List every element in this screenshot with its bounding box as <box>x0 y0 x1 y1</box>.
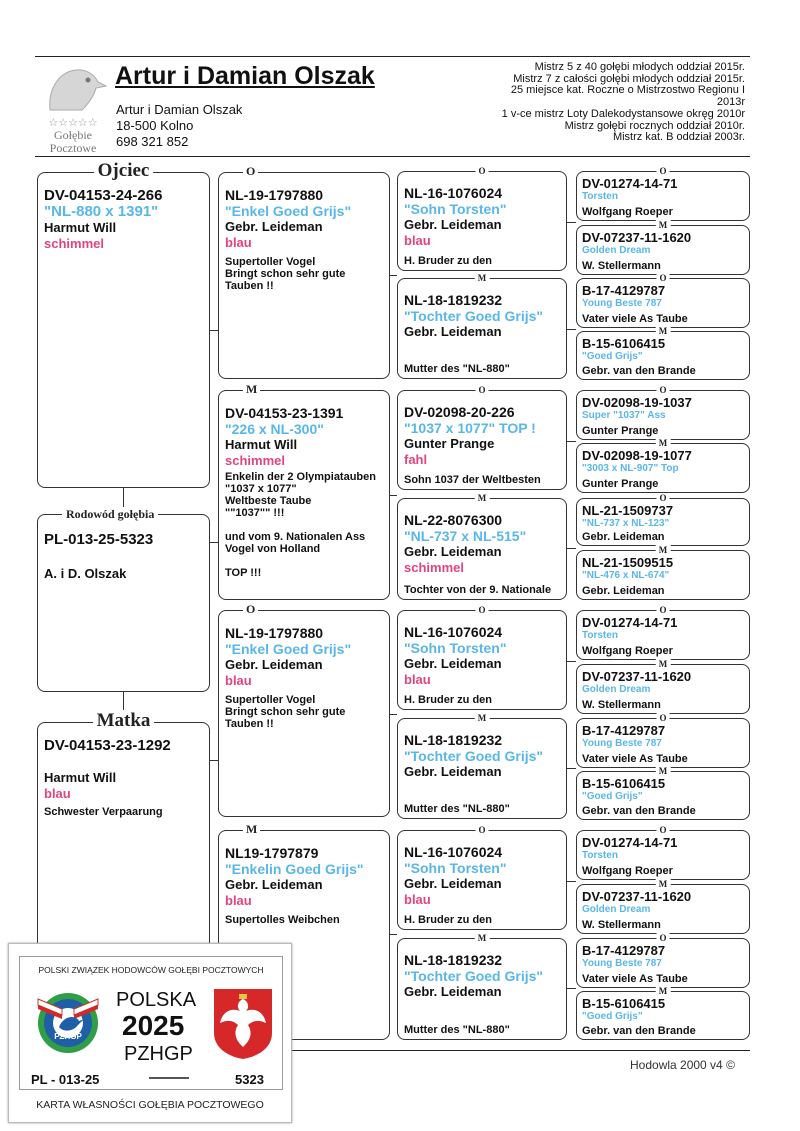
gen4-ring: DV-01274-14-71 <box>582 176 678 191</box>
pzhgp-emblem-icon <box>32 985 104 1057</box>
gen4-label: O <box>656 825 669 835</box>
gen4-box <box>576 825 750 880</box>
gen4-label: M <box>656 879 671 889</box>
gen4-owner: Wolfgang Roeper <box>582 206 673 218</box>
gen2-breeder: Gebr. Leideman <box>225 657 323 672</box>
connector <box>567 329 576 330</box>
gen3-note: H. Bruder zu den <box>404 694 493 706</box>
gen4-owner: Gebr. Leideman <box>582 531 665 543</box>
gen2-notes <box>225 694 383 730</box>
father-ring: DV-04153-24-266 <box>44 187 163 204</box>
father-label: Ojciec <box>94 160 154 182</box>
gen2-name: "Enkel Goed Grijs" <box>225 203 352 219</box>
connector <box>390 275 397 276</box>
gen4-box <box>576 438 750 493</box>
gen4-label: M <box>656 986 671 996</box>
father-box <box>37 160 210 488</box>
father-breeder: Harmut Will <box>44 220 117 235</box>
gen4-ring: DV-02098-19-1037 <box>582 395 692 410</box>
achievement: 1 v-ce mistrz Loty Dalekodystansowe okręg 2010r <box>501 107 745 120</box>
mother-ring: DV-04153-23-1292 <box>44 737 171 754</box>
gen4-label: M <box>656 326 671 336</box>
gen3-name: "Sohn Torsten" <box>404 201 507 217</box>
achievement: Mistrz 5 z 40 gołębi młodych oddział 2015r. <box>534 61 745 73</box>
note-line: Vogel von Holland <box>225 543 321 555</box>
note-line: Supertolles Weibchen <box>225 914 340 926</box>
gen4-box <box>576 273 750 328</box>
gen2-label: M <box>243 382 260 397</box>
gen4-label: O <box>656 166 669 176</box>
contact-phone: 698 321 852 <box>116 134 189 149</box>
gen4-label: O <box>656 713 669 723</box>
gen4-owner: Gebr. van den Brande <box>582 365 696 377</box>
gen4-ring: B-15-6106415 <box>582 336 666 351</box>
gen4-name: Young Beste 787 <box>582 738 662 749</box>
gen3-breeder: Gunter Prange <box>404 436 495 451</box>
gen4-owner: Wolfgang Roeper <box>582 645 673 657</box>
gen4-ring: DV-07237-11-1620 <box>582 669 692 684</box>
gen4-ring: DV-07237-11-1620 <box>582 230 692 245</box>
gen3-color: blau <box>404 892 431 907</box>
gen4-label: M <box>656 438 671 448</box>
connector <box>390 934 397 935</box>
gen4-box <box>576 879 750 934</box>
connector <box>210 760 218 761</box>
gen3-note: H. Bruder zu den <box>404 914 493 926</box>
gen4-ring: B-17-4129787 <box>582 943 666 958</box>
gen4-label: O <box>656 933 669 943</box>
gen4-label: O <box>656 385 669 395</box>
gen4-ring: B-15-6106415 <box>582 776 666 791</box>
gen4-box <box>576 766 750 820</box>
mother-box <box>37 710 210 962</box>
gen3-ring: NL-16-1076024 <box>404 624 503 640</box>
connector <box>567 881 576 882</box>
contact-address: 18-500 Kolno <box>116 118 194 133</box>
gen4-name: "Goed Grijs" <box>582 1011 643 1022</box>
card-country: POLSKA <box>116 989 197 1011</box>
gen3-box <box>397 273 567 379</box>
logo-text-1: Gołębie <box>54 128 92 142</box>
gen4-box <box>576 166 750 221</box>
gen2-label: O <box>243 164 258 179</box>
gen2-ring: NL19-1797879 <box>225 845 319 861</box>
gen4-box <box>576 713 750 768</box>
gen2-name: "Enkel Goed Grijs" <box>225 641 352 657</box>
note-line: "1037 x 1077" <box>225 483 297 495</box>
page-title: Artur i Damian Olszak <box>115 62 375 90</box>
gen3-ring: NL-22-8076300 <box>404 512 503 528</box>
logo-text-2: Pocztowe <box>49 141 97 155</box>
gen2-label: M <box>243 822 260 837</box>
connector <box>567 222 576 223</box>
gen2-notes <box>225 256 383 292</box>
card-org: PZHGP <box>124 1043 193 1065</box>
gen3-label: M <box>475 933 490 943</box>
connector <box>567 661 576 662</box>
gen3-ring: DV-02098-20-226 <box>404 404 515 420</box>
gen4-name: Super "1037" Ass <box>582 410 666 421</box>
gen4-label: O <box>656 493 669 503</box>
gen4-ring: DV-02098-19-1077 <box>582 448 692 463</box>
gen2-ring: DV-04153-23-1391 <box>225 405 344 421</box>
gen4-owner: Vater viele As Taube <box>582 753 688 765</box>
mother-breeder: Harmut Will <box>44 770 117 785</box>
gen4-box <box>576 986 750 1040</box>
mother-color: blau <box>44 786 71 801</box>
gen3-breeder: Gebr. Leideman <box>404 324 502 339</box>
gen2-label: O <box>243 602 258 617</box>
gen4-box <box>576 545 750 600</box>
gen3-note: H. Bruder zu den <box>404 255 493 267</box>
gen3-box <box>397 713 567 819</box>
gen3-breeder: Gebr. Leideman <box>404 544 502 559</box>
connector <box>210 330 218 331</box>
gen4-owner: W. Stellermann <box>582 919 661 931</box>
gen3-ring: NL-18-1819232 <box>404 292 503 308</box>
gen4-owner: W. Stellermann <box>582 699 661 711</box>
gen3-box <box>397 825 567 930</box>
gen3-ring: NL-18-1819232 <box>404 952 503 968</box>
polish-eagle-icon <box>212 987 274 1061</box>
connector <box>567 548 576 549</box>
gen4-owner: Gunter Prange <box>582 425 659 437</box>
gen4-box <box>576 605 750 660</box>
gen2-ring: NL-19-1797880 <box>225 187 324 203</box>
gen3-breeder: Gebr. Leideman <box>404 876 502 891</box>
pigeon-logo <box>38 60 108 155</box>
gen2-breeder: Gebr. Leideman <box>225 219 323 234</box>
gen3-label: O <box>475 605 488 615</box>
pigeon-owner: A. i D. Olszak <box>44 566 127 581</box>
gen2-name: "226 x NL-300" <box>225 421 324 437</box>
gen4-box <box>576 220 750 275</box>
gen3-color: blau <box>404 672 431 687</box>
gen4-owner: W. Stellermann <box>582 260 661 272</box>
gen3-note: Sohn 1037 der Weltbesten <box>404 474 541 486</box>
gen4-name: "NL-737 x NL-123" <box>582 518 670 529</box>
achievements-list <box>455 62 745 144</box>
pigeon-label: Rodowód gołębia <box>62 507 158 522</box>
gen4-name: "Goed Grijs" <box>582 791 643 802</box>
gen4-label: M <box>656 545 671 555</box>
gen2-box <box>218 602 390 817</box>
gen3-note: Mutter des "NL-880" <box>404 803 510 815</box>
note-line: Bringt schon sehr gute <box>225 268 346 280</box>
gen3-name: "1037 x 1077" TOP ! <box>404 420 536 436</box>
software-credit: Hodowla 2000 v4 © <box>630 1058 735 1072</box>
gen3-label: M <box>475 713 490 723</box>
mother-label: Matka <box>93 710 155 732</box>
father-name: "NL-880 x 1391" <box>44 203 159 220</box>
pigeon-head-icon <box>38 60 108 115</box>
pigeon-box <box>37 507 210 692</box>
note-line: Tauben !! <box>225 718 274 730</box>
gen3-label: M <box>475 493 490 503</box>
note-line: und vom 9. Nationalen Ass <box>225 531 366 543</box>
gen3-breeder: Gebr. Leideman <box>404 656 502 671</box>
gen4-box <box>576 385 750 440</box>
gen3-note: Tochter von der 9. Nationale <box>404 584 552 596</box>
achievement: 2013r <box>716 96 745 109</box>
card-caption: KARTA WŁASNOŚCI GOŁĘBIA POCZTOWEGO <box>36 1099 264 1111</box>
gen3-note: Mutter des "NL-880" <box>404 1024 510 1036</box>
gen4-box <box>576 326 750 380</box>
gen4-ring: DV-01274-14-71 <box>582 615 678 630</box>
gen2-color: schimmel <box>225 453 285 468</box>
gen4-owner: Gebr. van den Brande <box>582 1025 696 1037</box>
gen2-name: "Enkelin Goed Grijs" <box>225 861 364 877</box>
gen4-ring: B-17-4129787 <box>582 283 666 298</box>
achievement: Mistrz gołębi rocznych oddział 2010r. <box>564 119 745 132</box>
gen4-ring: NL-21-1509515 <box>582 555 674 570</box>
breeder-contact <box>116 102 242 150</box>
gen2-notes <box>225 471 383 579</box>
gen4-owner: Wolfgang Roeper <box>582 865 673 877</box>
gen3-ring: NL-16-1076024 <box>404 185 503 201</box>
note-line <box>225 519 383 531</box>
note-line: Enkelin der 2 Olympiatauben <box>225 471 376 483</box>
gen3-breeder: Gebr. Leideman <box>404 984 502 999</box>
note-line: Tauben !! <box>225 280 274 292</box>
gen3-name: "Tochter Goed Grijs" <box>404 968 544 984</box>
gen2-color: blau <box>225 673 252 688</box>
gen4-ring: B-17-4129787 <box>582 723 666 738</box>
gen4-owner: Vater viele As Taube <box>582 313 688 325</box>
card-ring-number: 5323 <box>235 1072 264 1087</box>
logo-stars: ☆☆☆☆☆ <box>48 117 98 129</box>
gen4-label: O <box>656 273 669 283</box>
gen4-box <box>576 493 750 546</box>
note-line: Bringt schon sehr gute <box>225 706 346 718</box>
note-line: TOP !!! <box>225 567 262 579</box>
connector <box>567 441 576 442</box>
gen3-box <box>397 166 567 271</box>
connector <box>567 988 576 989</box>
father-color: schimmel <box>44 236 104 251</box>
gen3-box <box>397 385 567 490</box>
gen2-box <box>218 382 390 600</box>
card-frame <box>19 956 283 1090</box>
achievement: Mistrz 7 z całości gołębi młodych oddział 2015r. <box>513 72 745 85</box>
gen4-name: "3003 x NL-907" Top <box>582 463 679 474</box>
gen4-owner: Vater viele As Taube <box>582 973 688 985</box>
card-association: POLSKI ZWIĄZEK HODOWCÓW GOŁĘBI POCZTOWYCH <box>38 965 264 975</box>
gen4-name: Torsten <box>582 191 618 202</box>
gen4-label: M <box>656 766 671 776</box>
connector <box>390 714 397 715</box>
gen3-ring: NL-18-1819232 <box>404 732 503 748</box>
gen3-label: O <box>475 385 488 395</box>
gen4-label: O <box>656 605 669 615</box>
achievement: Mistrz kat. B oddział 2003r. <box>612 131 745 144</box>
gen2-box <box>218 164 390 379</box>
gen2-color: blau <box>225 235 252 250</box>
gen4-name: Torsten <box>582 850 618 861</box>
card-badge: PZHGP <box>54 1032 82 1041</box>
gen3-color: schimmel <box>404 560 464 575</box>
gen4-box <box>576 659 750 714</box>
gen3-box <box>397 933 567 1040</box>
connector <box>567 768 576 769</box>
gen3-note: Mutter des "NL-880" <box>404 363 510 375</box>
contact-name: Artur i Damian Olszak <box>116 102 243 117</box>
gen2-color: blau <box>225 893 252 908</box>
card-ring-line <box>149 1077 189 1079</box>
gen3-breeder: Gebr. Leideman <box>404 217 502 232</box>
gen4-ring: NL-21-1509737 <box>582 503 674 518</box>
gen3-name: "Tochter Goed Grijs" <box>404 308 544 324</box>
gen2-notes <box>225 914 383 926</box>
card-ring-prefix: PL - 013-25 <box>31 1072 100 1087</box>
gen4-owner: Gebr. van den Brande <box>582 805 696 817</box>
gen4-name: Golden Dream <box>582 684 651 695</box>
gen4-name: Torsten <box>582 630 618 641</box>
gen4-box <box>576 933 750 988</box>
gen3-name: "Sohn Torsten" <box>404 860 507 876</box>
gen4-ring: DV-07237-11-1620 <box>582 889 692 904</box>
note-line <box>225 555 383 567</box>
connector <box>210 542 218 543</box>
gen4-label: M <box>656 220 671 230</box>
achievement: 25 miejsce kat. Roczne o Mistrzostwo Regionu I <box>510 84 745 97</box>
gen3-name: "NL-737 x NL-515" <box>404 528 527 544</box>
gen3-name: "Tochter Goed Grijs" <box>404 748 544 764</box>
gen3-color: blau <box>404 233 431 248</box>
gen4-owner: Gunter Prange <box>582 478 659 490</box>
gen4-name: Young Beste 787 <box>582 298 662 309</box>
header-bottom-rule <box>35 156 750 157</box>
gen4-name: Golden Dream <box>582 245 651 256</box>
gen3-box <box>397 605 567 710</box>
gen2-ring: NL-19-1797880 <box>225 625 324 641</box>
top-rule <box>35 56 750 57</box>
gen4-label: M <box>656 659 671 669</box>
note-line: Weltbeste Taube <box>225 495 312 507</box>
gen3-ring: NL-16-1076024 <box>404 844 503 860</box>
gen3-name: "Sohn Torsten" <box>404 640 507 656</box>
connector <box>390 495 397 496</box>
gen2-breeder: Gebr. Leideman <box>225 877 323 892</box>
gen4-name: "NL-476 x NL-674" <box>582 570 670 581</box>
gen4-name: Golden Dream <box>582 904 651 915</box>
gen4-owner: Gebr. Leideman <box>582 585 665 597</box>
note-line: ""1037"" !!! <box>225 507 285 519</box>
ownership-card <box>8 943 292 1123</box>
gen4-name: "Goed Grijs" <box>582 351 643 362</box>
pigeon-ring: PL-013-25-5323 <box>44 531 154 548</box>
card-year: 2025 <box>122 1010 185 1041</box>
gen4-ring: DV-01274-14-71 <box>582 835 678 850</box>
gen2-breeder: Harmut Will <box>225 437 298 452</box>
note-line: Supertoller Vogel <box>225 256 316 268</box>
gen3-label: M <box>475 273 490 283</box>
gen4-ring: B-15-6106415 <box>582 996 666 1011</box>
gen3-color: fahl <box>404 452 428 467</box>
note-line: Supertoller Vogel <box>225 694 316 706</box>
gen3-box <box>397 493 567 600</box>
gen3-label: O <box>475 825 488 835</box>
gen3-label: O <box>475 166 488 176</box>
gen4-name: Young Beste 787 <box>582 958 662 969</box>
gen3-breeder: Gebr. Leideman <box>404 764 502 779</box>
mother-note: Schwester Verpaarung <box>44 806 163 818</box>
